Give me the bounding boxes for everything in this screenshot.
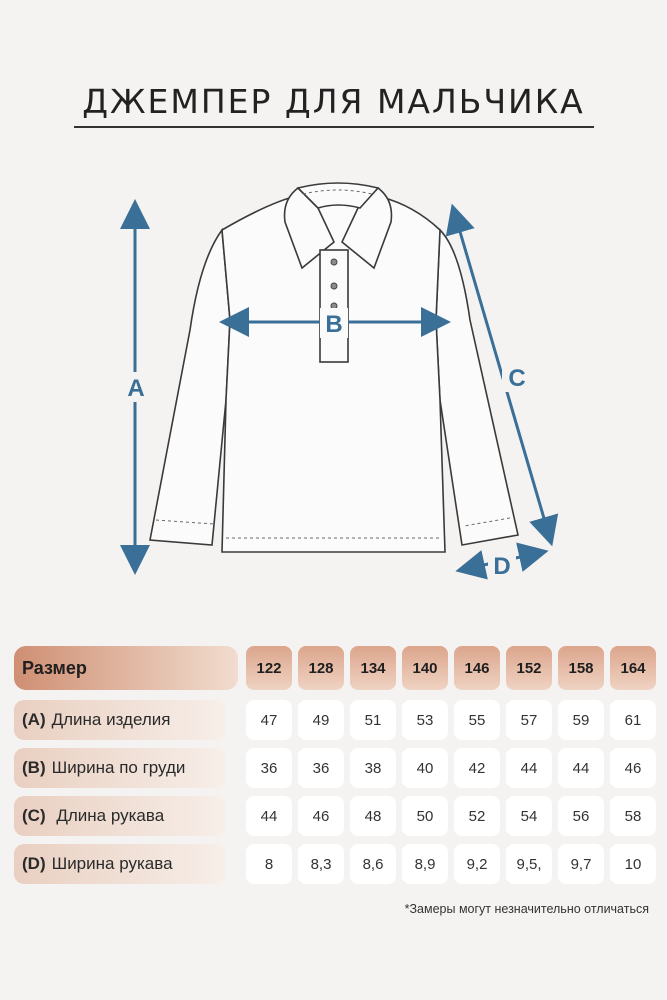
value-cell: 55	[454, 700, 500, 740]
page-title: ДЖЕМПЕР ДЛЯ МАЛЬЧИКА	[82, 82, 585, 121]
size-cell: 158	[558, 646, 604, 690]
row-name: Длина рукава	[51, 806, 165, 825]
value-cell: 51	[350, 700, 396, 740]
size-cell: 164	[610, 646, 656, 690]
dimension-c-label: C	[508, 365, 526, 392]
size-cell: 134	[350, 646, 396, 690]
value-cell: 46	[298, 796, 344, 836]
value-cell: 53	[402, 700, 448, 740]
value-cell: 50	[402, 796, 448, 836]
value-cell: 8	[246, 844, 292, 884]
row-label	[14, 796, 226, 836]
title-underline	[74, 126, 594, 128]
value-cell: 56	[558, 796, 604, 836]
value-cell: 49	[298, 700, 344, 740]
size-cell: 152	[506, 646, 552, 690]
row-label	[14, 844, 226, 884]
size-cell: 146	[454, 646, 500, 690]
row-name: Длина изделия	[51, 710, 171, 729]
value-cell: 36	[298, 748, 344, 788]
value-cell: 54	[506, 796, 552, 836]
value-cell: 36	[246, 748, 292, 788]
value-cell: 8,9	[402, 844, 448, 884]
value-cell: 44	[246, 796, 292, 836]
row-name: Ширина по груди	[51, 758, 186, 777]
size-table	[14, 646, 654, 892]
value-cell: 38	[350, 748, 396, 788]
value-cell: 46	[610, 748, 656, 788]
value-cell: 8,6	[350, 844, 396, 884]
row-code: (D)	[22, 854, 46, 873]
value-cell: 59	[558, 700, 604, 740]
dimension-b-label: B	[325, 311, 343, 338]
row-code: (C)	[22, 806, 46, 825]
value-cell: 52	[454, 796, 500, 836]
row-code: (B)	[22, 758, 46, 777]
row-label	[14, 700, 226, 740]
value-cell: 8,3	[298, 844, 344, 884]
value-cell: 44	[506, 748, 552, 788]
dimension-d-label: D	[493, 553, 511, 580]
value-cell: 9,7	[558, 844, 604, 884]
value-cell: 40	[402, 748, 448, 788]
table-row	[14, 748, 654, 796]
table-row	[14, 844, 654, 892]
row-code: (A)	[22, 710, 46, 729]
value-cell: 48	[350, 796, 396, 836]
value-cell: 58	[610, 796, 656, 836]
value-cell: 9,2	[454, 844, 500, 884]
size-header-label: Размер	[14, 646, 238, 690]
dimension-a-label: A	[127, 375, 145, 402]
value-cell: 57	[506, 700, 552, 740]
table-row	[14, 796, 654, 844]
jumper-diagram	[0, 150, 667, 590]
row-label	[14, 748, 226, 788]
size-cell: 128	[298, 646, 344, 690]
value-cell: 9,5,	[506, 844, 552, 884]
table-row	[14, 700, 654, 748]
footnote: *Замеры могут незначительно отличаться	[404, 902, 649, 916]
row-name: Ширина рукава	[51, 854, 173, 873]
size-header-row	[14, 646, 654, 694]
value-cell: 47	[246, 700, 292, 740]
value-cell: 61	[610, 700, 656, 740]
value-cell: 44	[558, 748, 604, 788]
value-cell: 10	[610, 844, 656, 884]
size-cell: 122	[246, 646, 292, 690]
size-cell: 140	[402, 646, 448, 690]
value-cell: 42	[454, 748, 500, 788]
